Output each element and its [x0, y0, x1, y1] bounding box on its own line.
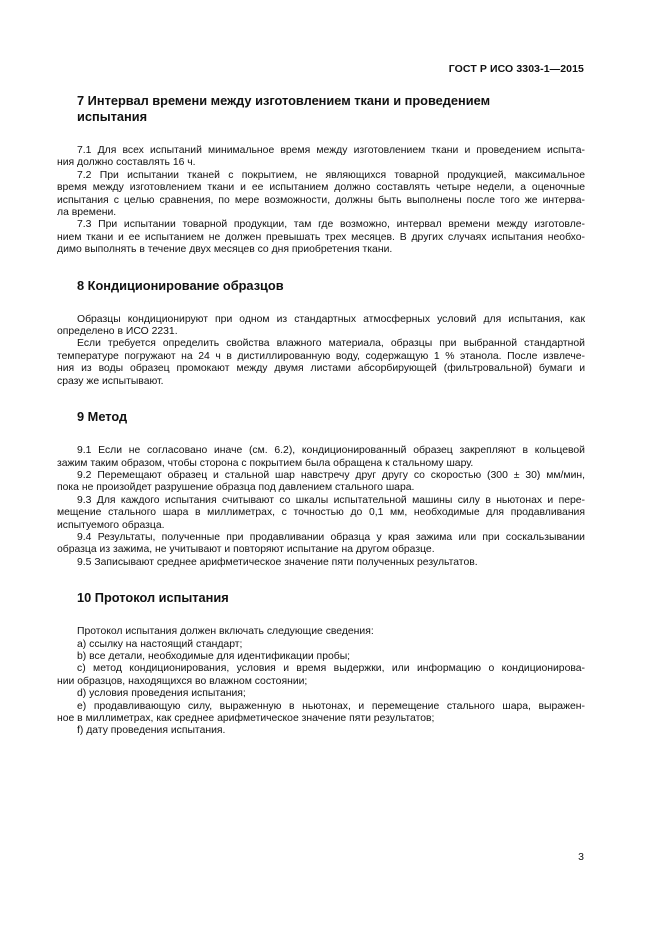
- text-line: 9.3 Для каждого испытания считывают со шкалы испытательной машины силу в ньютонах и пере-: [77, 494, 585, 506]
- text-line: Образцы кондиционируют при одном из стандартных атмосферных условий для испытания, как: [77, 313, 585, 325]
- section-heading: [77, 590, 585, 606]
- text-line: Если требуется определить свойства влажного материала, образцы при выбранной стандартной: [77, 338, 585, 350]
- text-line: d) условия проведения испытания;: [77, 688, 246, 700]
- paragraph: [57, 169, 585, 220]
- section-1: [57, 93, 585, 257]
- section-spacer: [77, 257, 585, 278]
- section-heading: [77, 409, 585, 425]
- text-line: димо выполнять в течение двух месяцев со дня приобретения ткани.: [57, 244, 393, 256]
- text-line: 9.4 Результаты, полученные при продавливании образца у края зажима или при соскальзывании: [77, 531, 585, 543]
- section-heading: [77, 93, 585, 125]
- text-line: Протокол испытания должен включать следующие сведения:: [77, 626, 374, 638]
- text-line: нии образцов, находящихся во влажном состоянии;: [57, 675, 308, 687]
- text-line: пока не произойдет разрушение образца под давлением стального шара.: [57, 482, 415, 494]
- section-4: [57, 590, 585, 738]
- text-line: 9.1 Если не согласовано иначе (см. 6.2), кондиционированный образец закрепляют в кольцевой: [77, 445, 585, 457]
- paragraph: [57, 663, 585, 688]
- text-line: испытания с целью сравнения, по мере возможности, должны быть выполнены после того же интерва-: [57, 194, 585, 206]
- text-line: нием ткани и ее испытанием не должен превышать трех месяцев. В других случаях испытания необхо-: [57, 231, 585, 243]
- section-heading: [77, 278, 585, 294]
- text-line: сразу же испытывают.: [57, 375, 164, 387]
- paragraph: [57, 700, 585, 726]
- paragraph: [77, 651, 585, 663]
- text-line: зажим таким образом, чтобы сторона с покрытием была обращена к стальному шару.: [57, 457, 474, 469]
- paragraph: [77, 557, 585, 569]
- paragraph: [57, 445, 585, 470]
- text-line: 9.2 Перемещают образец и стальной шар навстречу друг другу со скоростью (300 ± 30) мм/мин,: [77, 469, 585, 481]
- text-line: ное в миллиметрах, как среднее арифметическое значение пяти результатов;: [57, 713, 435, 724]
- text-line: 7.3 При испытании товарной продукции, там где возможно, интервал времени между изготовле-: [77, 219, 585, 231]
- page-number: 3: [578, 851, 584, 863]
- paragraph: [77, 688, 585, 700]
- standard-code: ГОСТ Р ИСО 3303-1—2015: [448, 63, 584, 75]
- text-line: ния из воды образец промокают между двумя листами абсорбирующей (фильтровальной) бумаги и: [57, 363, 585, 375]
- section-heading-line: 10 Протокол испытания: [77, 590, 229, 606]
- text-line: 7.2 При испытании тканей с покрытием, не являющихся товарной продукцией, максимальное: [77, 169, 585, 181]
- paragraph: [77, 626, 585, 638]
- text-line: e) продавливающую силу, выраженную в ньютонах, и перемещение стального шара, выражен-: [77, 700, 585, 712]
- paragraph: [57, 469, 585, 495]
- paragraph: [57, 338, 585, 388]
- paragraph: [57, 494, 585, 532]
- text-line: температуре погружают на 24 ч в дистиллированную воду, содержащую 1 % этанола. После извлече-: [57, 350, 585, 362]
- paragraph: [57, 313, 585, 339]
- text-line: определено в ИСО 2231.: [57, 326, 178, 338]
- section-heading-line: 8 Кондиционирование образцов: [77, 277, 284, 293]
- text-line: 9.5 Записывают среднее арифметическое значение пяти полученных результатов.: [77, 556, 478, 568]
- text-line: ла времени.: [57, 207, 117, 219]
- text-line: мещение стального шара в миллиметрах, с точностью до 0,1 мм, необходимые для продавливания: [57, 507, 585, 519]
- text-line: ния должно составлять 16 ч.: [57, 157, 196, 169]
- paragraph: [77, 639, 585, 651]
- paragraph: [57, 531, 585, 557]
- paragraph: [77, 725, 585, 737]
- paragraph: [57, 145, 585, 170]
- document-body: [57, 93, 585, 738]
- text-line: a) ссылку на настоящий стандарт;: [77, 638, 243, 650]
- section-spacer: [77, 569, 585, 590]
- section-heading-line: 7 Интервал времени между изготовлением ткани и проведением: [77, 93, 491, 108]
- section-3: [57, 409, 585, 569]
- text-line: время между изготовлением ткани и ее испытанием должно составлять четыре недели, а оценочные: [57, 182, 585, 194]
- text-line: 7.1 Для всех испытаний минимальное время между изготовлением ткани и проведением испыта-: [77, 145, 585, 156]
- section-2: [57, 277, 585, 388]
- section-heading-line: испытания: [77, 109, 148, 124]
- section-spacer: [77, 388, 585, 409]
- text-line: испытуемого образца.: [57, 519, 165, 531]
- text-line: b) все детали, необходимые для идентификации пробы;: [77, 650, 351, 662]
- paragraph: [57, 219, 585, 256]
- text-line: образца из зажима, не учитывают и повторяют испытание на другом образце.: [57, 544, 435, 556]
- text-line: c) метод кондиционирования, условия и время выдержки, или информацию о кондиционирова-: [77, 663, 585, 675]
- text-line: f) дату проведения испытания.: [77, 725, 226, 737]
- section-heading-line: 9 Метод: [77, 409, 128, 425]
